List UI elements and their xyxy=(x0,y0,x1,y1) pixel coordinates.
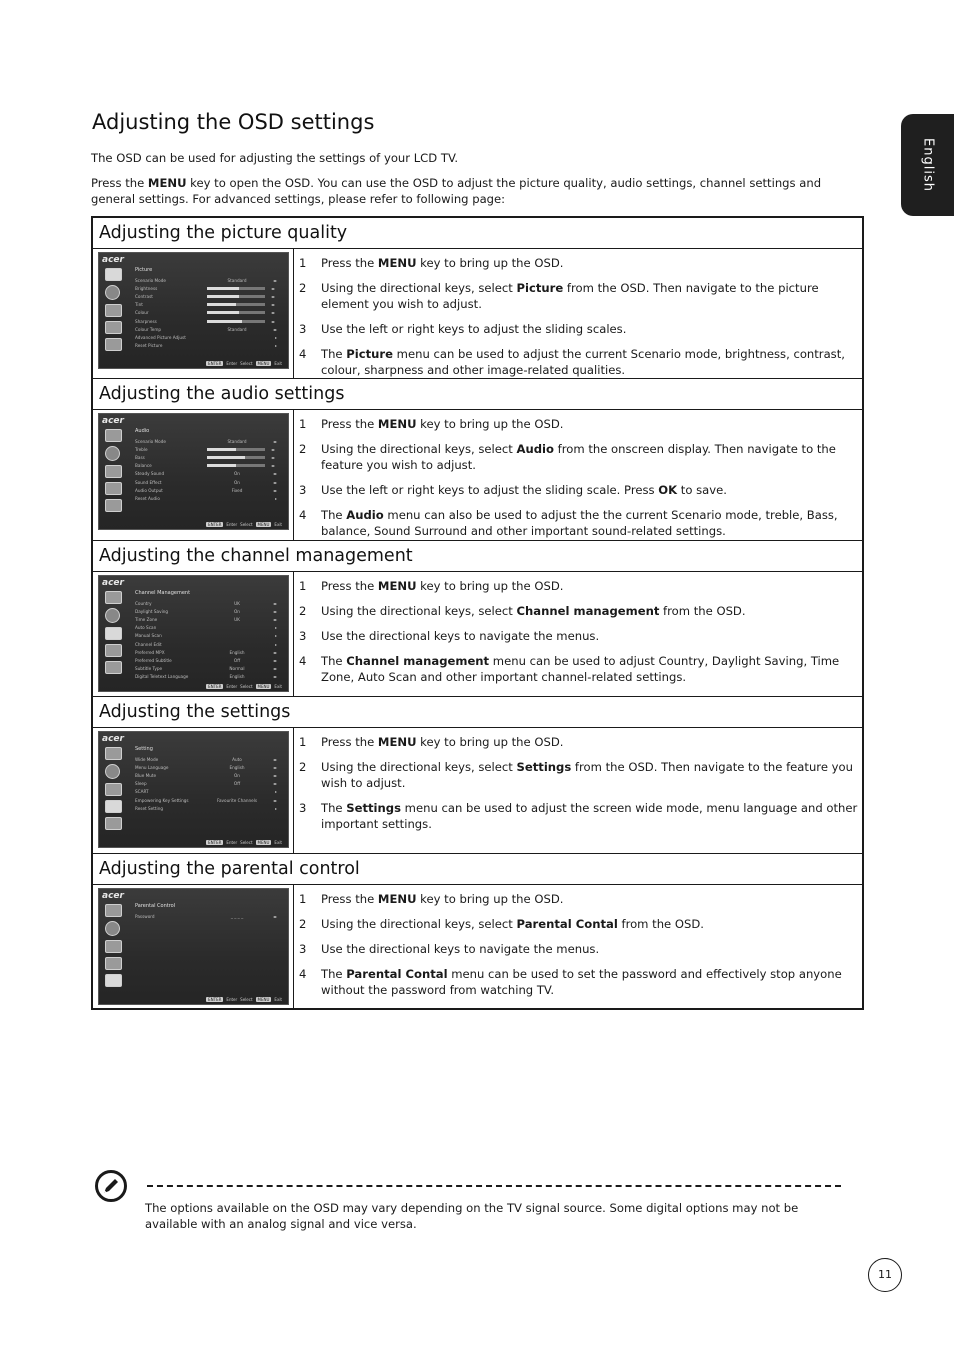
osd-menu-icons xyxy=(105,429,125,516)
osd-row-label: Preferred Subtitle xyxy=(135,657,172,663)
osd-footer-item: Enter xyxy=(226,840,238,845)
parental-icon xyxy=(105,499,122,512)
osd-footer-item: ENTER xyxy=(208,361,222,366)
osd-menu-panel xyxy=(135,590,285,681)
page-number: 11 xyxy=(868,1258,902,1292)
channel-icon xyxy=(105,940,122,953)
osd-menu-row xyxy=(135,276,285,284)
steps-list xyxy=(299,578,859,694)
osd-menu-row xyxy=(135,763,285,771)
osd-arrow-icon: ◂▸ xyxy=(270,318,275,324)
osd-row-value: English xyxy=(229,649,245,655)
osd-menu-row xyxy=(135,771,285,779)
osd-menu-row xyxy=(135,780,285,788)
osd-menu-row xyxy=(135,599,285,607)
osd-menu-panel xyxy=(135,267,285,350)
steps-list xyxy=(299,255,859,387)
step-number: 1 xyxy=(299,579,307,593)
osd-row-label: Tint xyxy=(135,302,143,308)
step-item: 1 Press the MENU key to bring up the OSD. xyxy=(299,735,564,749)
osd-menu-title: Audio xyxy=(135,428,150,434)
step-number: 2 xyxy=(299,442,307,456)
osd-menu-row xyxy=(135,632,285,640)
step-number: 3 xyxy=(299,629,307,643)
osd-arrow-icon: ◂▸ xyxy=(272,649,277,655)
osd-menu-icons xyxy=(105,591,125,678)
osd-arrow-icon: ▸ xyxy=(274,789,277,795)
osd-screenshot-cell xyxy=(93,728,294,854)
osd-row-label: SCART xyxy=(135,789,149,795)
step-item: 3 Use the directional keys to navigate the menus. xyxy=(299,942,600,956)
osd-row-value: English xyxy=(229,764,245,770)
osd-menu-panel xyxy=(135,428,285,503)
osd-footer xyxy=(206,997,282,1002)
step-item: 1 Press the MENU key to bring up the OSD. xyxy=(299,417,564,431)
osd-row-value: English xyxy=(229,674,245,680)
osd-arrow-icon: ▸ xyxy=(274,633,277,639)
osd-footer xyxy=(206,361,282,366)
osd-screenshot-cell xyxy=(93,249,294,378)
osd-menu-row xyxy=(135,309,285,317)
osd-screenshot xyxy=(98,888,289,1005)
section-heading: Adjusting the channel management xyxy=(93,541,862,572)
osd-arrow-icon: ◂▸ xyxy=(270,454,275,460)
section-4 xyxy=(93,696,862,854)
osd-arrow-icon: ◂▸ xyxy=(270,463,275,469)
osd-arrow-icon: ◂▸ xyxy=(272,608,277,614)
osd-row-value: Normal xyxy=(229,666,245,672)
osd-row-value: Standard xyxy=(227,438,247,444)
step-item: 4 The Audio menu can also be used to adjust the the current Scenario mode, treble, Bass, balance, Sound Surround and other important sound-related settings. xyxy=(299,508,838,538)
osd-screenshot-cell xyxy=(93,572,294,697)
step-item: 1 Press the MENU key to bring up the OSD. xyxy=(299,256,564,270)
osd-arrow-icon: ◂▸ xyxy=(272,471,277,477)
section-body xyxy=(93,249,862,378)
osd-arrow-icon: ◂▸ xyxy=(270,285,275,291)
step-item: 2 Using the directional keys, select Parental Contal from the OSD. xyxy=(299,917,704,931)
osd-row-value: Standard xyxy=(227,326,247,332)
osd-menu-row xyxy=(135,656,285,664)
osd-arrow-icon: ◂▸ xyxy=(272,277,277,283)
parental-icon xyxy=(105,817,122,830)
step-item: 4 The Parental Contal menu can be used to set the password and effectively stop anyone without the password from watching TV. xyxy=(299,967,842,997)
osd-row-label: Colour Temp xyxy=(135,326,162,332)
osd-row-value: Fixed xyxy=(231,487,243,493)
osd-row-label: Sleep xyxy=(135,781,147,787)
acer-logo: acer xyxy=(102,416,124,426)
section-heading: Adjusting the settings xyxy=(93,697,862,728)
steps-list xyxy=(299,416,859,548)
osd-menu-row xyxy=(135,478,285,486)
osd-footer-item: MENU xyxy=(257,997,270,1002)
osd-slider xyxy=(207,464,265,467)
osd-footer-item: Exit xyxy=(274,840,282,845)
osd-screenshot xyxy=(98,413,289,530)
osd-row-label: Reset Audio xyxy=(135,495,160,501)
section-body xyxy=(93,572,862,697)
osd-arrow-icon: ▸ xyxy=(274,495,277,501)
osd-arrow-icon: ◂▸ xyxy=(272,674,277,680)
step-number: 2 xyxy=(299,604,307,618)
osd-menu-row xyxy=(135,462,285,470)
osd-arrow-icon: ◂▸ xyxy=(272,657,277,663)
osd-footer-item: Select xyxy=(240,840,253,845)
step-number: 2 xyxy=(299,917,307,931)
sections-table xyxy=(91,216,864,1010)
osd-arrow-icon: ◂▸ xyxy=(272,797,277,803)
osd-slider xyxy=(207,311,265,314)
step-number: 4 xyxy=(299,508,307,522)
osd-footer-item: Select xyxy=(240,684,253,689)
osd-row-value: _ _ _ _ xyxy=(230,913,244,919)
osd-menu-row xyxy=(135,292,285,300)
osd-menu-title: Parental Control xyxy=(135,903,176,909)
settings-icon xyxy=(105,644,122,657)
osd-row-label: Empowering Key Settings xyxy=(135,797,189,803)
osd-arrow-icon: ◂▸ xyxy=(272,781,277,787)
step-number: 3 xyxy=(299,801,307,815)
step-item: 3 The Settings menu can be used to adjust the screen wide mode, menu language and other important settings. xyxy=(299,801,858,831)
osd-footer-item: MENU xyxy=(257,361,270,366)
settings-icon xyxy=(105,957,122,970)
step-number: 1 xyxy=(299,256,307,270)
osd-row-value: On xyxy=(234,479,240,485)
language-tab: English xyxy=(901,114,954,216)
osd-menu-row xyxy=(135,796,285,804)
step-number: 4 xyxy=(299,967,307,981)
step-item: 2 Using the directional keys, select Picture from the OSD. Then navigate to the picture element you wish to adjust. xyxy=(299,281,819,311)
osd-menu-row xyxy=(135,804,285,812)
osd-row-label: Manual Scan xyxy=(135,633,162,639)
osd-arrow-icon: ◂▸ xyxy=(270,310,275,316)
step-item: 2 Using the directional keys, select Settings from the OSD. Then navigate to the feature you wish to adjust. xyxy=(299,760,853,790)
step-number: 2 xyxy=(299,760,307,774)
osd-row-value: Off xyxy=(233,657,241,663)
osd-arrow-icon: ◂▸ xyxy=(272,479,277,485)
step-number: 4 xyxy=(299,347,307,361)
osd-footer-item: ENTER xyxy=(208,997,222,1002)
step-number: 1 xyxy=(299,892,307,906)
step-number: 3 xyxy=(299,942,307,956)
audio-icon xyxy=(105,764,120,779)
channel-icon xyxy=(105,627,122,640)
step-item: 4 The Channel management menu can be used to adjust Country, Daylight Saving, Time Zone, Auto Scan and other important channel-related settings. xyxy=(299,654,840,684)
osd-row-label: Scenario Mode xyxy=(135,277,166,283)
osd-slider xyxy=(207,303,265,306)
osd-row-label: Wide Mode xyxy=(135,756,159,762)
settings-icon xyxy=(105,321,122,334)
osd-row-label: Advanced Picture Adjust xyxy=(135,334,186,340)
parental-icon xyxy=(105,661,122,674)
channel-icon xyxy=(105,304,122,317)
osd-footer-item: Enter xyxy=(226,361,238,366)
osd-menu-row xyxy=(135,494,285,502)
osd-footer-item: MENU xyxy=(257,522,270,527)
osd-row-value: Auto xyxy=(232,756,242,762)
osd-row-label: Subtitle Type xyxy=(135,666,163,672)
osd-arrow-icon: ◂▸ xyxy=(272,756,277,762)
osd-slider xyxy=(207,320,265,323)
osd-row-value: On xyxy=(234,772,240,778)
osd-row-label: Scenario Mode xyxy=(135,438,166,444)
picture-icon xyxy=(105,747,122,760)
osd-menu-row xyxy=(135,624,285,632)
osd-row-label: Auto Scan xyxy=(135,625,157,631)
note-text: The options available on the OSD may vary depending on the TV signal source. Some digital options may not be available with an analog signal and vice versa. xyxy=(145,1201,799,1231)
osd-footer-item: ENTER xyxy=(208,840,222,845)
osd-menu-icons xyxy=(105,268,125,355)
osd-slider xyxy=(207,448,265,451)
osd-menu-row xyxy=(135,437,285,445)
osd-footer-item: MENU xyxy=(257,684,270,689)
osd-screenshot xyxy=(98,575,289,692)
acer-logo: acer xyxy=(102,734,124,744)
osd-row-label: Menu Language xyxy=(135,764,169,770)
osd-arrow-icon: ▸ xyxy=(274,641,277,647)
osd-row-value: Off xyxy=(233,781,241,787)
audio-icon xyxy=(105,446,120,461)
osd-menu-row xyxy=(135,301,285,309)
osd-row-label: Preferred MPX xyxy=(135,649,165,655)
picture-icon xyxy=(105,591,122,604)
osd-menu-title: Setting xyxy=(135,746,153,752)
step-item: 2 Using the directional keys, select Audio from the onscreen display. Then navigate to the feature you wish to adjust. xyxy=(299,442,836,472)
note-pencil-icon xyxy=(94,1169,128,1203)
osd-menu-title: Picture xyxy=(135,267,153,273)
osd-row-label: Colour xyxy=(135,310,149,316)
osd-menu-panel xyxy=(135,903,285,920)
osd-arrow-icon: ▸ xyxy=(274,625,277,631)
osd-screenshot xyxy=(98,252,289,369)
step-number: 3 xyxy=(299,483,307,497)
osd-arrow-icon: ◂▸ xyxy=(270,293,275,299)
osd-footer-item: Exit xyxy=(274,684,282,689)
osd-arrow-icon: ◂▸ xyxy=(270,302,275,308)
osd-footer-item: Exit xyxy=(274,997,282,1002)
osd-menu-row xyxy=(135,317,285,325)
settings-icon xyxy=(105,800,122,813)
parental-icon xyxy=(105,974,122,987)
osd-footer-item: Exit xyxy=(274,522,282,527)
section-heading: Adjusting the audio settings xyxy=(93,379,862,410)
picture-icon xyxy=(105,268,122,281)
osd-menu-row xyxy=(135,640,285,648)
osd-row-value: Standard xyxy=(227,277,247,283)
steps-list xyxy=(299,891,859,1007)
osd-footer-item: Enter xyxy=(226,684,238,689)
osd-row-label: Bass xyxy=(135,454,145,460)
osd-menu-row xyxy=(135,333,285,341)
osd-row-value: On xyxy=(234,471,240,477)
osd-menu-icons xyxy=(105,747,125,834)
osd-arrow-icon: ◂▸ xyxy=(272,600,277,606)
step-number: 3 xyxy=(299,322,307,336)
osd-slider xyxy=(207,456,265,459)
osd-row-value: Favourite Channels xyxy=(216,797,258,803)
osd-arrow-icon: ◂▸ xyxy=(272,764,277,770)
intro-menu-text: Press the MENU key to open the OSD. You can use the OSD to adjust the picture quality, audio settings, channel settings and general settings. For advanced settings, please refer to following page: xyxy=(91,176,822,206)
osd-menu-panel xyxy=(135,746,285,812)
osd-arrow-icon: ◂▸ xyxy=(272,438,277,444)
osd-footer-item: Exit xyxy=(274,361,282,366)
step-item: 3 Use the directional keys to navigate the menus. xyxy=(299,629,600,643)
osd-arrow-icon: ◂▸ xyxy=(270,446,275,452)
osd-menu-row xyxy=(135,648,285,656)
osd-arrow-icon: ▸ xyxy=(274,805,277,811)
step-number: 2 xyxy=(299,281,307,295)
acer-logo: acer xyxy=(102,255,124,265)
osd-footer-item: Select xyxy=(240,361,253,366)
osd-footer xyxy=(206,684,282,689)
osd-menu-row xyxy=(135,445,285,453)
osd-menu-row xyxy=(135,615,285,623)
osd-row-label: Daylight Saving xyxy=(135,608,169,614)
note-divider xyxy=(147,1185,841,1187)
step-number: 1 xyxy=(299,735,307,749)
section-5 xyxy=(93,853,862,1010)
osd-footer-item: Enter xyxy=(226,997,238,1002)
acer-logo: acer xyxy=(102,578,124,588)
step-item: 3 Use the left or right keys to adjust the sliding scales. xyxy=(299,322,627,336)
settings-icon xyxy=(105,482,122,495)
osd-slider xyxy=(207,287,265,290)
parental-icon xyxy=(105,338,122,351)
osd-screenshot xyxy=(98,731,289,848)
step-item: 1 Press the MENU key to bring up the OSD. xyxy=(299,579,564,593)
intro-text: The OSD can be used for adjusting the settings of your LCD TV. xyxy=(91,151,459,165)
osd-menu-row xyxy=(135,453,285,461)
osd-arrow-icon: ◂▸ xyxy=(272,326,277,332)
osd-row-label: Brightness xyxy=(135,285,158,291)
osd-row-label: Sound Effect xyxy=(135,479,162,485)
osd-row-label: Channel Edit xyxy=(135,641,162,647)
step-number: 1 xyxy=(299,417,307,431)
osd-menu-row xyxy=(135,607,285,615)
step-number: 4 xyxy=(299,654,307,668)
audio-icon xyxy=(105,921,120,936)
osd-arrow-icon: ◂▸ xyxy=(272,616,277,622)
osd-row-value: UK xyxy=(234,600,240,606)
osd-screenshot-cell xyxy=(93,410,294,541)
osd-row-label: Reset Setting xyxy=(135,805,164,811)
osd-menu-row xyxy=(135,486,285,494)
osd-arrow-icon: ◂▸ xyxy=(272,772,277,778)
osd-arrow-icon: ◂▸ xyxy=(272,487,277,493)
osd-menu-row xyxy=(135,342,285,350)
osd-footer-item: MENU xyxy=(257,840,270,845)
osd-menu-row xyxy=(135,912,285,920)
step-item: 2 Using the directional keys, select Channel management from the OSD. xyxy=(299,604,746,618)
step-item: 4 The Picture menu can be used to adjust the current Scenario mode, brightness, contrast, colour, sharpness and other image-related qualities. xyxy=(299,347,845,377)
osd-footer-item: Select xyxy=(240,522,253,527)
osd-row-label: Treble xyxy=(135,446,148,452)
section-3 xyxy=(93,540,862,697)
page-title: Adjusting the OSD settings xyxy=(92,110,375,134)
audio-icon xyxy=(105,608,120,623)
section-heading: Adjusting the parental control xyxy=(93,854,862,885)
osd-footer xyxy=(206,522,282,527)
osd-row-label: Digital Teletext Language xyxy=(135,674,189,680)
osd-row-label: Steady Sound xyxy=(135,471,165,477)
osd-row-value: UK xyxy=(234,616,240,622)
osd-row-label: Password xyxy=(135,913,155,919)
osd-footer-item: ENTER xyxy=(208,684,222,689)
channel-icon xyxy=(105,783,122,796)
osd-arrow-icon: ◂▸ xyxy=(272,913,277,919)
osd-row-value: On xyxy=(234,608,240,614)
osd-row-label: Blue Mute xyxy=(135,772,157,778)
osd-menu-row xyxy=(135,755,285,763)
osd-arrow-icon: ▸ xyxy=(274,343,277,349)
osd-menu-row xyxy=(135,788,285,796)
osd-row-label: Time Zone xyxy=(135,616,158,622)
osd-row-label: Reset Picture xyxy=(135,343,163,349)
channel-icon xyxy=(105,465,122,478)
osd-menu-title: Channel Management xyxy=(135,590,191,596)
osd-screenshot-cell xyxy=(93,885,294,1010)
step-item: 1 Press the MENU key to bring up the OSD. xyxy=(299,892,564,906)
osd-menu-row xyxy=(135,665,285,673)
step-item: 3 Use the left or right keys to adjust the sliding scale. Press OK to save. xyxy=(299,483,727,497)
osd-footer-item: Enter xyxy=(226,522,238,527)
osd-menu-icons xyxy=(105,904,125,991)
osd-menu-row xyxy=(135,673,285,681)
osd-menu-row xyxy=(135,325,285,333)
osd-row-label: Balance xyxy=(135,463,152,469)
section-heading: Adjusting the picture quality xyxy=(93,218,862,249)
osd-footer xyxy=(206,840,282,845)
osd-menu-row xyxy=(135,470,285,478)
section-body xyxy=(93,410,862,541)
osd-footer-item: ENTER xyxy=(208,522,222,527)
section-body xyxy=(93,885,862,1010)
audio-icon xyxy=(105,285,120,300)
section-1 xyxy=(93,218,862,378)
picture-icon xyxy=(105,904,122,917)
osd-row-label: Audio Output xyxy=(135,487,163,493)
osd-footer-item: Select xyxy=(240,997,253,1002)
osd-row-label: Contrast xyxy=(135,293,153,299)
section-body xyxy=(93,728,862,854)
osd-menu-row xyxy=(135,284,285,292)
acer-logo: acer xyxy=(102,891,124,901)
osd-arrow-icon: ▸ xyxy=(274,334,277,340)
osd-slider xyxy=(207,295,265,298)
osd-row-label: Country xyxy=(135,600,152,606)
steps-list xyxy=(299,734,859,841)
picture-icon xyxy=(105,429,122,442)
section-2 xyxy=(93,378,862,541)
osd-arrow-icon: ◂▸ xyxy=(272,666,277,672)
osd-row-label: Sharpness xyxy=(135,318,157,324)
